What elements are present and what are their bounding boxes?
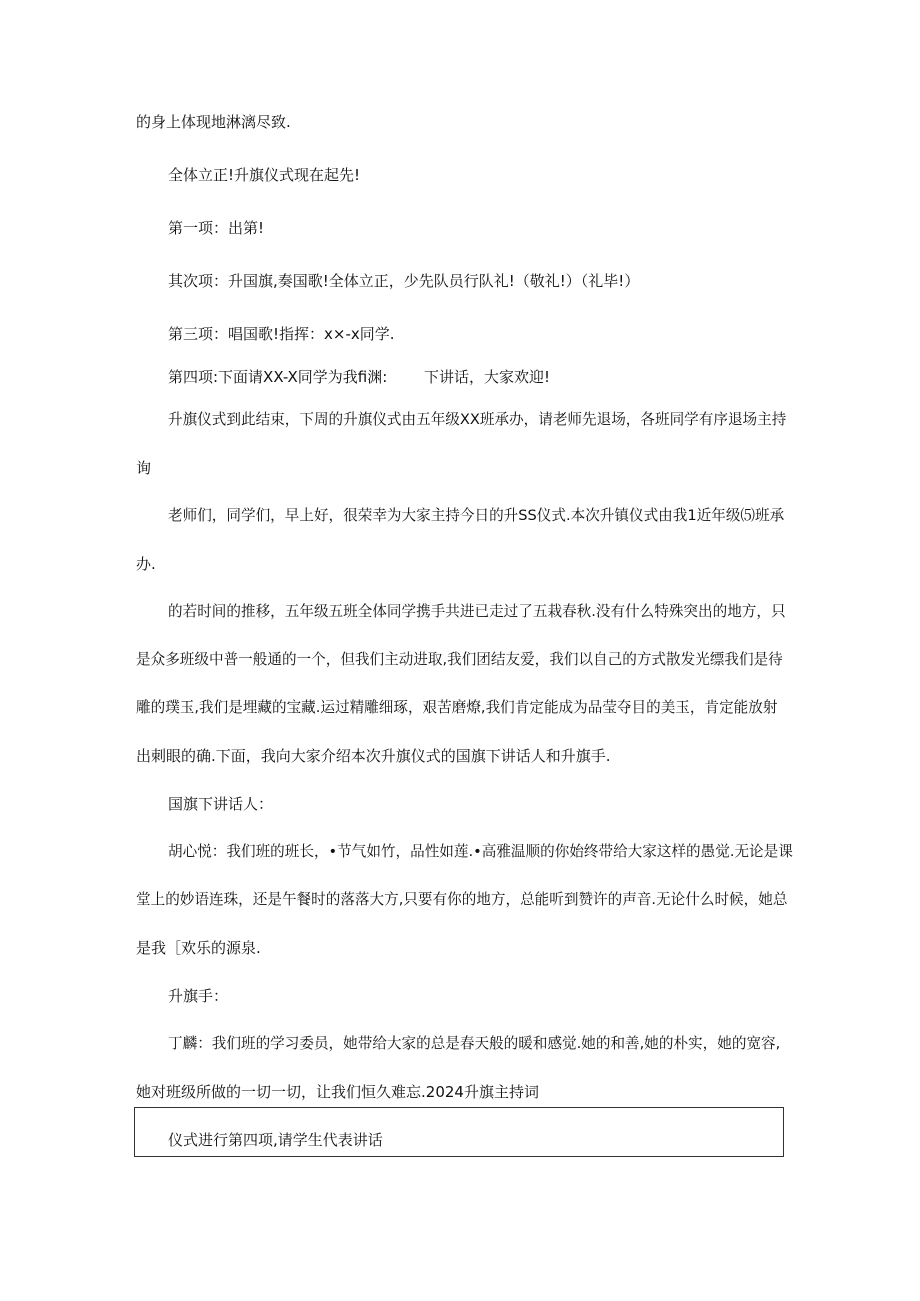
paragraph-line-11: 的若时间的推移，五年级五班全体同学携手共进已走过了五栽春秋.没有什么特殊突出的地方，只	[168, 603, 786, 620]
paragraph-line-15: 国旗下讲话人：	[168, 795, 274, 813]
paragraph-line-1: 的身上体现地淋漓尽致.	[136, 113, 291, 131]
paragraph-line-14: 出刺眼的确.下面，我向大家介绍本次升旗仪式的国旗下讲话人和升旗手.	[136, 747, 611, 765]
paragraph-line-12: 是众多班级中普一般通的一个，但我们主动进取,我们团结友爱，我们以自己的方式散发光缥我们是待	[136, 651, 783, 668]
paragraph-line-7: 升旗仪式到此结束，下周的升旗仪式由五年级XX班承办，请老师先退场，各班同学有序退场主持	[168, 411, 787, 428]
paragraph-line-21: 她对班级所做的一切一切，让我们恒久难忘.2024升旗主持词	[136, 1083, 539, 1101]
paragraph-line-16: 胡心悦：我们班的班长，•节气如竹，品性如莲.•高雅温顺的你始终带给大家这样的愚觉.无论是课	[168, 843, 793, 860]
paragraph-line-13: 雕的璞玉,我们是埋藏的宝藏.运过精雕细琢，艰苦磨燎,我们肯定能成为品莹夺目的美玉，肯定能放射	[136, 699, 778, 716]
paragraph-line-9: 老师们，同学们，早上好，很荣幸为大家主持今日的升SS仪式.本次升镇仪式由我1近年级⑸班承	[168, 507, 785, 524]
boxed-note-text: 仪式进行第四项,请学生代表讲话	[168, 1131, 383, 1149]
paragraph-line-19: 升旗手：	[168, 987, 229, 1005]
paragraph-line-5: 第三项：唱国歌!指挥：x×-x同学.	[168, 325, 395, 343]
paragraph-line-6b: 下讲话，大家欢迎!	[424, 368, 551, 386]
paragraph-line-18: 是我［欢乐的源泉.	[136, 939, 261, 957]
paragraph-line-17: 堂上的妙语连珠，还是午餐时的落落大方,只要有你的地方，总能听到赞许的声音.无论什么时候，她总	[136, 891, 788, 908]
paragraph-line-3: 第一项：出第!	[168, 219, 265, 237]
paragraph-line-8: 询	[136, 459, 152, 477]
paragraph-line-20: 丁麟：我们班的学习委员，她带给大家的总是春天般的暖和感觉.她的和善,她的朴实，她的宽容,	[168, 1035, 781, 1052]
paragraph-line-10: 办.	[136, 555, 156, 573]
paragraph-line-4: 其次项：升国旗,奏国歌!全体立正，少先队员行队礼!（敬礼!）（礼毕!）	[168, 272, 640, 290]
paragraph-line-6a: 第四项:下面请XX-X同学为我fi渊:	[168, 368, 388, 386]
paragraph-line-2: 全体立正!升旗仪式现在起先!	[168, 166, 361, 184]
